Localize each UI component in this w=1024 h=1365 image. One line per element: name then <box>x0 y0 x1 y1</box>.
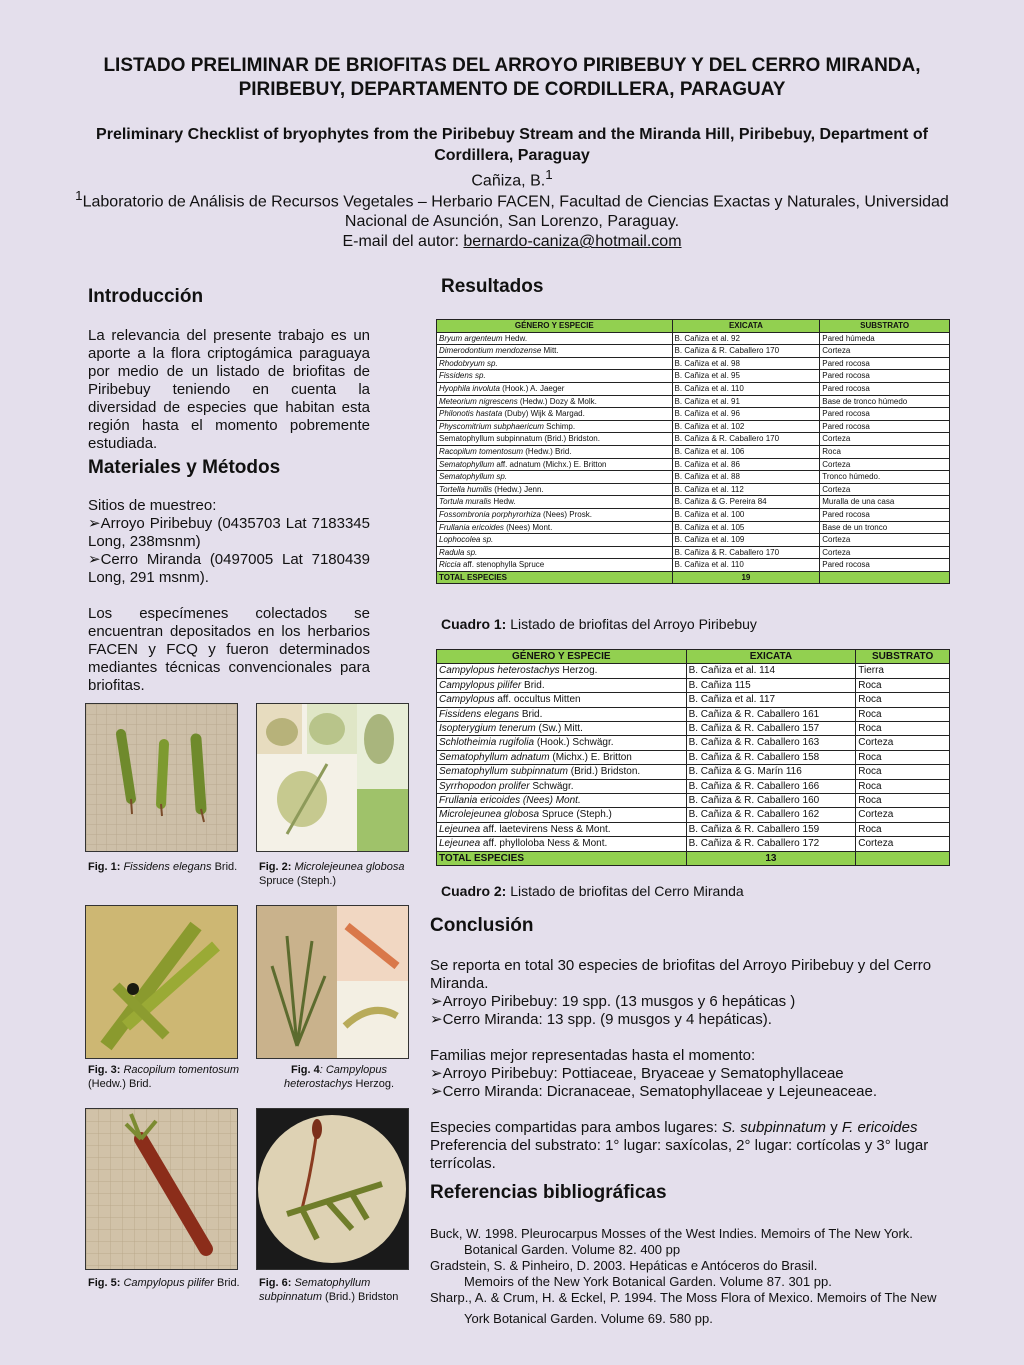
exsiccata-cell: B. Cañiza et al. 96 <box>672 408 820 421</box>
methods-heading: Materiales y Métodos <box>88 457 281 478</box>
table1-caption: Cuadro 1: Listado de briofitas del Arroyo Piribebuy <box>441 616 757 632</box>
table-header-row <box>437 650 950 664</box>
table-row <box>437 750 950 764</box>
exsiccata-cell: B. Cañiza & R. Caballero 157 <box>686 722 856 736</box>
species-cell: Sematophyllum aff. adnatum (Michx.) E. Britton <box>437 458 673 471</box>
exsiccata-cell: B. Cañiza 115 <box>686 678 856 692</box>
fig2-image <box>256 703 409 852</box>
exsiccata-cell: B. Cañiza et al. 100 <box>672 508 820 521</box>
total-count: 13 <box>686 851 856 865</box>
fig3-caption: Fig. 3: Racopilum tomentosum (Hedw.) Brid. <box>88 1064 240 1090</box>
sites-label: Sitios de muestreo: <box>88 497 217 514</box>
species-cell: Dimerodontium mendozense Mitt. <box>437 345 673 358</box>
fig5-caption: Fig. 5: Campylopus pilifer Brid. <box>88 1277 240 1289</box>
species-cell: Radula sp. <box>437 546 673 559</box>
affiliation-text: Laboratorio de Análisis de Recursos Vegetales – Herbario FACEN, Facultad de Ciencias Exactas y Naturales, Universidad Nacional de Asunción, San Lorenzo, Paraguay. <box>82 193 949 231</box>
substrate-cell: Roca <box>856 678 950 692</box>
substrate-cell: Corteza <box>856 736 950 750</box>
species-cell: Fossombronia porphyrorhiza (Nees) Prosk. <box>437 508 673 521</box>
fig1-caption: Fig. 1: Fissidens elegans Brid. <box>88 861 238 873</box>
species-cell: Sematophyllum adnatum (Michx.) E. Britton <box>437 750 687 764</box>
exsiccata-cell: B. Cañiza et al. 92 <box>672 332 820 345</box>
exsiccata-cell: B. Cañiza et al. 112 <box>672 483 820 496</box>
species-cell: Tortula muralis Hedw. <box>437 496 673 509</box>
exsiccata-cell: B. Cañiza et al. 86 <box>672 458 820 471</box>
intro-text: La relevancia del presente trabajo es un aporte a la flora criptogámica paraguaya por medio de un listado de briofitas de Piribebuy teniendo en cuenta la diversidad de especies que habitan esta región hasta el momento pobremente estudiada. <box>88 327 370 452</box>
table-row <box>437 408 950 421</box>
substrate-cell: Roca <box>856 794 950 808</box>
reference-item: Gradstein, S. & Pinheiro, D. 2003. Hepáticas e Antóceros do Brasil. Memoirs of the New York Botanical Garden. Volume 87. 301 pp. <box>430 1258 832 1289</box>
table-header-row <box>437 320 950 333</box>
conclusion-block <box>430 957 950 1173</box>
table-row <box>437 765 950 779</box>
substrate-cell: Corteza <box>820 534 950 547</box>
substrate-cell: Roca <box>856 722 950 736</box>
table-row <box>437 445 950 458</box>
exsiccata-cell: B. Cañiza et al. 91 <box>672 395 820 408</box>
table-row <box>437 433 950 446</box>
exsiccata-cell: B. Cañiza et al. 114 <box>686 664 856 678</box>
sematophyllum-illustration <box>257 1109 408 1269</box>
substrate-cell: Base de tronco húmedo <box>820 395 950 408</box>
species-cell: Microlejeunea globosa Spruce (Steph.) <box>437 808 687 822</box>
substrate-cell: Corteza <box>820 458 950 471</box>
author-name: Cañiza, B. <box>471 172 546 190</box>
species-cell: Lophocolea sp. <box>437 534 673 547</box>
exsiccata-cell: B. Cañiza et al. 110 <box>672 559 820 572</box>
results-heading: Resultados <box>441 276 544 297</box>
racopilum-illustration <box>86 906 237 1058</box>
table2-caption: Cuadro 2: Listado de briofitas del Cerro Miranda <box>441 883 744 899</box>
total-label: TOTAL ESPECIES <box>437 571 673 584</box>
table-row <box>437 521 950 534</box>
table-row <box>437 722 950 736</box>
fig6-caption: Fig. 6: Sematophyllum subpinnatum (Brid.) Bridston <box>259 1277 399 1303</box>
exsiccata-cell: B. Cañiza & G. Marín 116 <box>686 765 856 779</box>
exsiccata-cell: B. Cañiza et al. 106 <box>672 445 820 458</box>
table-row <box>437 822 950 836</box>
table-row <box>437 794 950 808</box>
total-empty-cell <box>820 571 950 584</box>
species-cell: Sematophyllum subpinnatum (Brid.) Bridston. <box>437 765 687 779</box>
column-header: EXICATA <box>686 650 856 664</box>
exsiccata-cell: B. Cañiza & R. Caballero 166 <box>686 779 856 793</box>
total-count: 19 <box>672 571 820 584</box>
species-cell: Tortella humilis (Hedw.) Jenn. <box>437 483 673 496</box>
table-row <box>437 559 950 572</box>
species-cell: Physcomitrium subphaericum Schimp. <box>437 420 673 433</box>
substrate-cell: Pared rocosa <box>820 370 950 383</box>
table-row <box>437 534 950 547</box>
table-row <box>437 808 950 822</box>
column-header: SUBSTRATO <box>856 650 950 664</box>
affiliation-superscript: 1 <box>75 188 83 203</box>
substrate-cell: Pared rocosa <box>820 382 950 395</box>
exsiccata-cell: B. Cañiza & R. Caballero 158 <box>686 750 856 764</box>
exsiccata-cell: B. Cañiza et al. 88 <box>672 471 820 484</box>
total-row <box>437 571 950 584</box>
microlejeunea-illustration <box>257 704 408 851</box>
species-cell: Lejeunea aff. phylloloba Ness & Mont. <box>437 837 687 851</box>
table-row <box>437 345 950 358</box>
exsiccata-cell: B. Cañiza et al. 102 <box>672 420 820 433</box>
substrate-cell: Tronco húmedo. <box>820 471 950 484</box>
table-row <box>437 508 950 521</box>
exsiccata-cell: B. Cañiza et al. 95 <box>672 370 820 383</box>
conclusion-substrate: Preferencia del substrato: 1° lugar: saxícolas, 2° lugar: cortícolas y 3° lugar terrícolas. <box>430 1137 929 1172</box>
table-row <box>437 332 950 345</box>
substrate-cell: Roca <box>856 693 950 707</box>
fig1-image <box>85 703 238 852</box>
conclusion-shared-species: Especies compartidas para ambos lugares: S. subpinnatum y F. ericoides <box>430 1119 918 1136</box>
substrate-cell: Corteza <box>820 546 950 559</box>
references-heading: Referencias bibliográficas <box>430 1182 667 1203</box>
exsiccata-cell: B. Cañiza et al. 109 <box>672 534 820 547</box>
substrate-cell: Pared rocosa <box>820 559 950 572</box>
fig6-image <box>256 1108 409 1270</box>
methods-text: Los especímenes colectados se encuentran depositados en los herbarios FACEN y FCQ y fueron determinados mediantes técnicas convencionales para briofitas. <box>88 605 370 694</box>
affiliation-block <box>70 186 954 252</box>
table-row <box>437 664 950 678</box>
substrate-cell: Corteza <box>820 433 950 446</box>
species-cell: Syrrhopodon prolifer Schwägr. <box>437 779 687 793</box>
conclusion-families-label: Familias mejor representadas hasta el momento: <box>430 1047 756 1064</box>
exsiccata-cell: B. Cañiza et al. 110 <box>672 382 820 395</box>
substrate-cell: Corteza <box>856 808 950 822</box>
exsiccata-cell: B. Cañiza & G. Pereira 84 <box>672 496 820 509</box>
exsiccata-cell: B. Cañiza & R. Caballero 170 <box>672 345 820 358</box>
table-arroyo-piribebuy <box>436 319 950 584</box>
species-cell: Meteorium nigrescens (Hedw.) Dozy & Molk. <box>437 395 673 408</box>
substrate-cell: Pared húmeda <box>820 332 950 345</box>
substrate-cell: Pared rocosa <box>820 420 950 433</box>
table-row <box>437 779 950 793</box>
species-cell: Hyophila involuta (Hook.) A. Jaeger <box>437 382 673 395</box>
substrate-cell: Tierra <box>856 664 950 678</box>
table-row <box>437 420 950 433</box>
species-cell: Bryum argenteum Hedw. <box>437 332 673 345</box>
species-cell: Campylopus heterostachys Herzog. <box>437 664 687 678</box>
table-row <box>437 678 950 692</box>
table-row <box>437 546 950 559</box>
exsiccata-cell: B. Cañiza et al. 98 <box>672 357 820 370</box>
table-row <box>437 707 950 721</box>
email-link[interactable]: bernardo-caniza@hotmail.com <box>463 233 682 251</box>
author-superscript: 1 <box>545 167 553 182</box>
substrate-cell: Pared rocosa <box>820 357 950 370</box>
fig2-caption: Fig. 2: Microlejeunea globosa Spruce (Steph.) <box>259 861 405 887</box>
exsiccata-cell: B. Cañiza & R. Caballero 163 <box>686 736 856 750</box>
substrate-cell: Roca <box>856 707 950 721</box>
table-row <box>437 395 950 408</box>
substrate-cell: Roca <box>856 765 950 779</box>
fig4-caption: Fig. 4: Campylopus heterostachys Herzog. <box>283 1064 395 1090</box>
email-line <box>342 233 681 250</box>
table-row <box>437 382 950 395</box>
poster-title: LISTADO PRELIMINAR DE BRIOFITAS DEL ARROYO PIRIBEBUY Y DEL CERRO MIRANDA, PIRIBEBUY, DEPARTAMENTO DE CORDILLERA, PARAGUAY <box>103 55 921 100</box>
substrate-cell: Corteza <box>856 837 950 851</box>
species-cell: Lejeunea aff. laetevirens Ness & Mont. <box>437 822 687 836</box>
table-row <box>437 471 950 484</box>
fissidens-illustration <box>86 704 237 851</box>
table-row <box>437 736 950 750</box>
conclusion-item: ➢ Cerro Miranda: Dicranaceae, Sematophyllaceae y Lejeuneaceae. <box>430 1083 950 1101</box>
exsiccata-cell: B. Cañiza & R. Caballero 161 <box>686 707 856 721</box>
species-cell: Fissidens elegans Brid. <box>437 707 687 721</box>
conclusion-item: ➢ Cerro Miranda: 13 spp. (9 musgos y 4 hepáticas). <box>430 1011 950 1029</box>
substrate-cell: Base de un tronco <box>820 521 950 534</box>
total-label: TOTAL ESPECIES <box>437 851 687 865</box>
table-cerro-miranda <box>436 649 950 866</box>
substrate-cell: Roca <box>856 750 950 764</box>
column-header: GÉNERO Y ESPECIE <box>437 320 673 333</box>
species-cell: Sematophyllum subpinnatum (Brid.) Bridston. <box>437 433 673 446</box>
campylopus-illustration <box>257 906 408 1058</box>
species-cell: Schlotheimia rugifolia (Hook.) Schwägr. <box>437 736 687 750</box>
species-cell: Riccia aff. stenophylla Spruce <box>437 559 673 572</box>
fig5-image <box>85 1108 238 1270</box>
email-label: E-mail del autor: <box>342 233 464 251</box>
table-row <box>437 693 950 707</box>
table-row <box>437 496 950 509</box>
column-header: GÉNERO Y ESPECIE <box>437 650 687 664</box>
exsiccata-cell: B. Cañiza & R. Caballero 170 <box>672 546 820 559</box>
fig3-image <box>85 905 238 1059</box>
table-row <box>437 370 950 383</box>
substrate-cell: Pared rocosa <box>820 508 950 521</box>
conclusion-heading: Conclusión <box>430 915 534 936</box>
substrate-cell: Pared rocosa <box>820 408 950 421</box>
table-row <box>437 837 950 851</box>
species-cell: Frullania ericoides (Nees) Mont. <box>437 794 687 808</box>
substrate-cell: Roca <box>856 779 950 793</box>
site-item: ➢ Cerro Miranda (0497005 Lat 7180439 Long, 291 msnm). <box>88 551 370 587</box>
campylopus-pilifer-illustration <box>86 1109 237 1269</box>
exsiccata-cell: B. Cañiza & R. Caballero 170 <box>672 433 820 446</box>
total-row <box>437 851 950 865</box>
site-item: ➢ Arroyo Piribebuy (0435703 Lat 7183345 Long, 238msnm) <box>88 515 370 551</box>
species-cell: Racopilum tomentosum (Hedw.) Brid. <box>437 445 673 458</box>
reference-item: Buck, W. 1998. Pleurocarpus Mosses of the West Indies. Memoirs of The New York. Botanical Garden. Volume 82. 400 pp <box>430 1226 913 1257</box>
substrate-cell: Corteza <box>820 345 950 358</box>
table-row <box>437 357 950 370</box>
species-cell: Isopterygium tenerum (Sw.) Mitt. <box>437 722 687 736</box>
exsiccata-cell: B. Cañiza & R. Caballero 159 <box>686 822 856 836</box>
substrate-cell: Muralla de una casa <box>820 496 950 509</box>
exsiccata-cell: B. Cañiza & R. Caballero 172 <box>686 837 856 851</box>
total-empty-cell <box>856 851 950 865</box>
substrate-cell: Roca <box>820 445 950 458</box>
poster-subtitle: Preliminary Checklist of bryophytes from the Piribebuy Stream and the Miranda Hill, Piribebuy, Department of Cordillera, Paraguay <box>96 126 928 164</box>
reference-item: Sharp., A. & Crum, H. & Eckel, P. 1994. The Moss Flora of Mexico. Memoirs of The New York Botanical Garden. Volume 69. 580 pp. <box>430 1290 937 1326</box>
substrate-cell: Roca <box>856 822 950 836</box>
intro-heading: Introducción <box>88 286 204 307</box>
column-header: SUBSTRATO <box>820 320 950 333</box>
species-cell: Fissidens sp. <box>437 370 673 383</box>
species-cell: Philonotis hastata (Duby) Wijk & Margad. <box>437 408 673 421</box>
species-cell: Sematophyllum sp. <box>437 471 673 484</box>
table-row <box>437 458 950 471</box>
table-row <box>437 483 950 496</box>
exsiccata-cell: B. Cañiza et al. 117 <box>686 693 856 707</box>
exsiccata-cell: B. Cañiza & R. Caballero 162 <box>686 808 856 822</box>
species-cell: Rhodobryum sp. <box>437 357 673 370</box>
exsiccata-cell: B. Cañiza & R. Caballero 160 <box>686 794 856 808</box>
species-cell: Frullania ericoides (Nees) Mont. <box>437 521 673 534</box>
conclusion-item: ➢ Arroyo Piribebuy: Pottiaceae, Bryaceae y Sematophyllaceae <box>430 1065 950 1083</box>
fig4-image <box>256 905 409 1059</box>
conclusion-summary: Se reporta en total 30 especies de briofitas del Arroyo Piribebuy y del Cerro Miranda. <box>430 957 932 992</box>
column-header: EXICATA <box>672 320 820 333</box>
substrate-cell: Corteza <box>820 483 950 496</box>
methods-block <box>88 497 370 695</box>
species-cell: Campylopus aff. occultus Mitten <box>437 693 687 707</box>
references-list <box>430 1226 960 1327</box>
conclusion-item: ➢ Arroyo Piribebuy: 19 spp. (13 musgos y 6 hepáticas ) <box>430 993 950 1011</box>
species-cell: Campylopus pilifer Brid. <box>437 678 687 692</box>
exsiccata-cell: B. Cañiza et al. 105 <box>672 521 820 534</box>
